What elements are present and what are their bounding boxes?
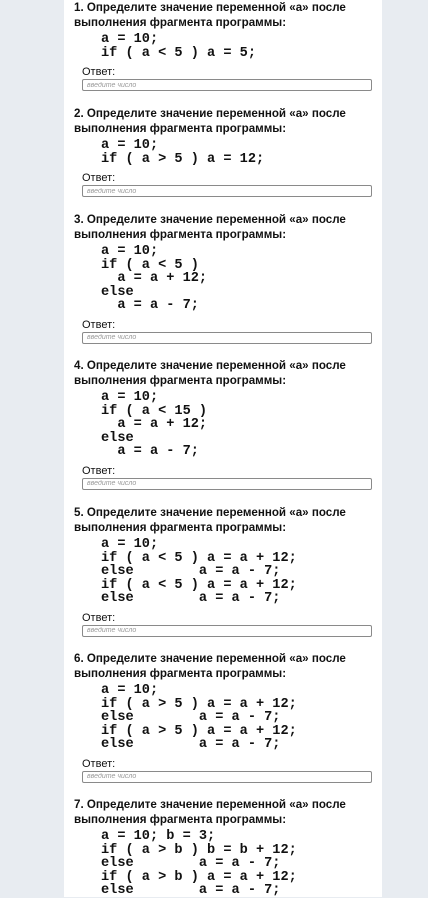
question-7	[74, 797, 374, 898]
answer-input[interactable]	[82, 185, 372, 197]
code-fragment: a = 10; b = 3; if ( a > b ) b = b + 12; else a = a - 7; if ( a > b ) a = a + 12; else a = a - 7;	[101, 829, 297, 898]
question-title: 2. Определите значение переменной «а» после выполнения фрагмента программы:	[74, 107, 346, 135]
question-title: 6. Определите значение переменной «а» после выполнения фрагмента программы:	[74, 652, 346, 680]
answer-label: Ответ:	[82, 172, 116, 185]
question-title: 3. Определите значение переменной «а» после выполнения фрагмента программы:	[74, 213, 346, 241]
answer-input[interactable]	[82, 79, 372, 91]
answer-input[interactable]	[82, 332, 372, 344]
question-title: 1. Определите значение переменной «а» после выполнения фрагмента программы:	[74, 1, 346, 29]
answer-input[interactable]	[82, 478, 372, 490]
question-5	[74, 505, 374, 637]
answer-label: Ответ:	[82, 464, 116, 477]
code-fragment: a = 10; if ( a > 5 ) a = 12;	[101, 138, 265, 167]
answer-label: Ответ:	[82, 66, 116, 79]
question-2	[74, 106, 374, 197]
answer-label: Ответ:	[82, 757, 116, 770]
question-1	[74, 0, 374, 91]
answer-input[interactable]	[82, 771, 372, 783]
answer-input[interactable]	[82, 625, 372, 637]
answer-label: Ответ:	[82, 611, 116, 624]
question-title: 5. Определите значение переменной «а» после выполнения фрагмента программы:	[74, 506, 346, 534]
question-6	[74, 651, 374, 783]
question-title: 7. Определите значение переменной «а» после выполнения фрагмента программы:	[74, 798, 346, 826]
code-fragment: a = 10; if ( a < 5 ) a = 5;	[101, 32, 256, 61]
question-4	[74, 358, 374, 490]
code-fragment: a = 10; if ( a < 15 ) a = a + 12; else a = a - 7;	[101, 390, 208, 460]
code-fragment: a = 10; if ( a < 5 ) a = a + 12; else a = a - 7;	[101, 244, 208, 314]
question-title: 4. Определите значение переменной «а» после выполнения фрагмента программы:	[74, 359, 346, 387]
question-3	[74, 212, 374, 344]
answer-label: Ответ:	[82, 318, 116, 331]
code-fragment: a = 10; if ( a < 5 ) a = a + 12; else a = a - 7; if ( a < 5 ) a = a + 12; else a = a - 7;	[101, 537, 297, 607]
code-fragment: a = 10; if ( a > 5 ) a = a + 12; else a = a - 7; if ( a > 5 ) a = a + 12; else a = a - 7;	[101, 683, 297, 753]
